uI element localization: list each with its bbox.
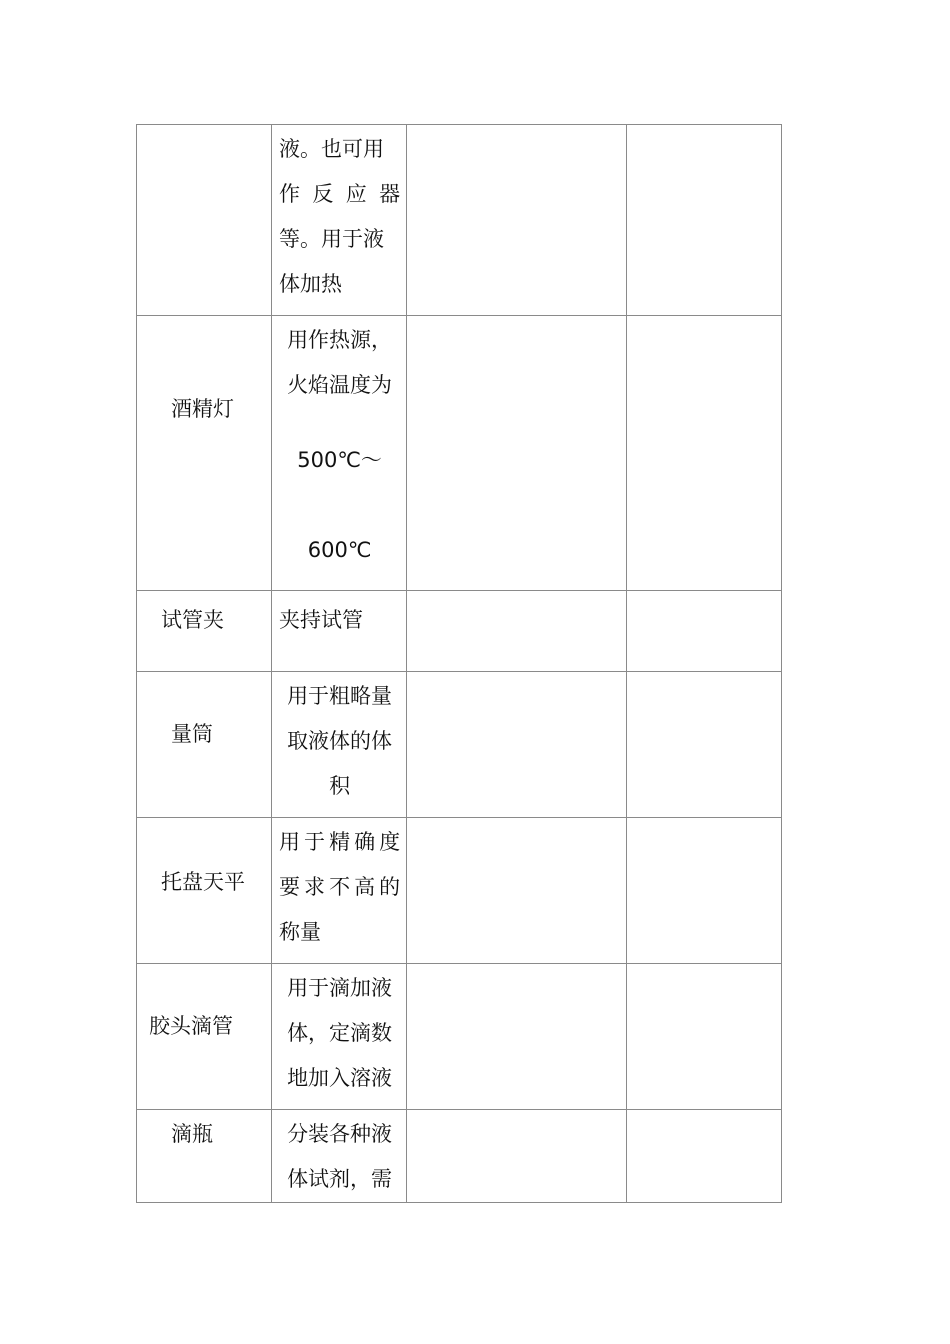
usage-text: 用作热源， — [287, 328, 393, 352]
empty-cell — [626, 818, 781, 964]
usage-text: 等。用于液 — [279, 227, 385, 251]
usage-text: 作反应器 — [279, 182, 401, 206]
table-row — [137, 591, 782, 672]
usage-cell — [272, 316, 407, 591]
empty-cell — [626, 125, 781, 316]
usage-text: 600℃ — [307, 538, 372, 562]
usage-cell — [272, 964, 407, 1110]
empty-cell — [407, 125, 627, 316]
apparatus-name: 试管夹 — [161, 608, 224, 632]
empty-cell — [407, 1110, 627, 1203]
apparatus-name: 酒精灯 — [171, 397, 234, 421]
usage-text: 500℃～ — [297, 448, 382, 472]
empty-cell — [626, 316, 781, 591]
apparatus-name: 托盘天平 — [161, 870, 245, 894]
table-row — [137, 818, 782, 964]
usage-text: 要求不高的 — [279, 875, 401, 899]
usage-text: 称量 — [279, 920, 322, 944]
usage-text: 积 — [329, 774, 351, 798]
table-row — [137, 1110, 782, 1203]
empty-cell — [407, 964, 627, 1110]
usage-text: 体试剂，需 — [287, 1167, 393, 1191]
empty-cell — [626, 1110, 781, 1203]
empty-cell — [407, 672, 627, 818]
apparatus-name-cell — [137, 672, 272, 818]
apparatus-name: 胶头滴管 — [149, 1014, 233, 1038]
usage-text: 用于粗略量 — [287, 684, 393, 708]
usage-text: 夹持试管 — [279, 608, 364, 632]
apparatus-name-cell — [137, 316, 272, 591]
table-row — [137, 125, 782, 316]
usage-cell — [272, 125, 407, 316]
usage-text: 液。也可用 — [279, 137, 385, 161]
table-row — [137, 964, 782, 1110]
usage-text: 取液体的体 — [287, 729, 393, 753]
usage-text: 体加热 — [279, 272, 343, 296]
table-row — [137, 316, 782, 591]
usage-cell — [272, 672, 407, 818]
usage-text: 火焰温度为 — [287, 373, 393, 397]
apparatus-name-cell — [137, 591, 272, 672]
empty-cell — [626, 591, 781, 672]
empty-cell — [407, 818, 627, 964]
usage-text: 用于滴加液 — [287, 976, 393, 1000]
usage-cell — [272, 818, 407, 964]
empty-cell — [626, 964, 781, 1110]
apparatus-table — [136, 124, 782, 1203]
table-row — [137, 672, 782, 818]
apparatus-name-cell — [137, 818, 272, 964]
empty-cell — [407, 316, 627, 591]
usage-text: 体，定滴数 — [287, 1021, 393, 1045]
usage-cell — [272, 591, 407, 672]
usage-text: 地加入溶液 — [287, 1066, 393, 1090]
apparatus-name-cell — [137, 125, 272, 316]
empty-cell — [407, 591, 627, 672]
usage-text: 用于精确度 — [279, 830, 401, 854]
apparatus-name-cell — [137, 1110, 272, 1203]
usage-text: 分装各种液 — [287, 1122, 393, 1146]
empty-cell — [626, 672, 781, 818]
usage-cell — [272, 1110, 407, 1203]
apparatus-name-cell — [137, 964, 272, 1110]
apparatus-name: 量筒 — [171, 722, 213, 746]
apparatus-name: 滴瓶 — [171, 1122, 213, 1146]
